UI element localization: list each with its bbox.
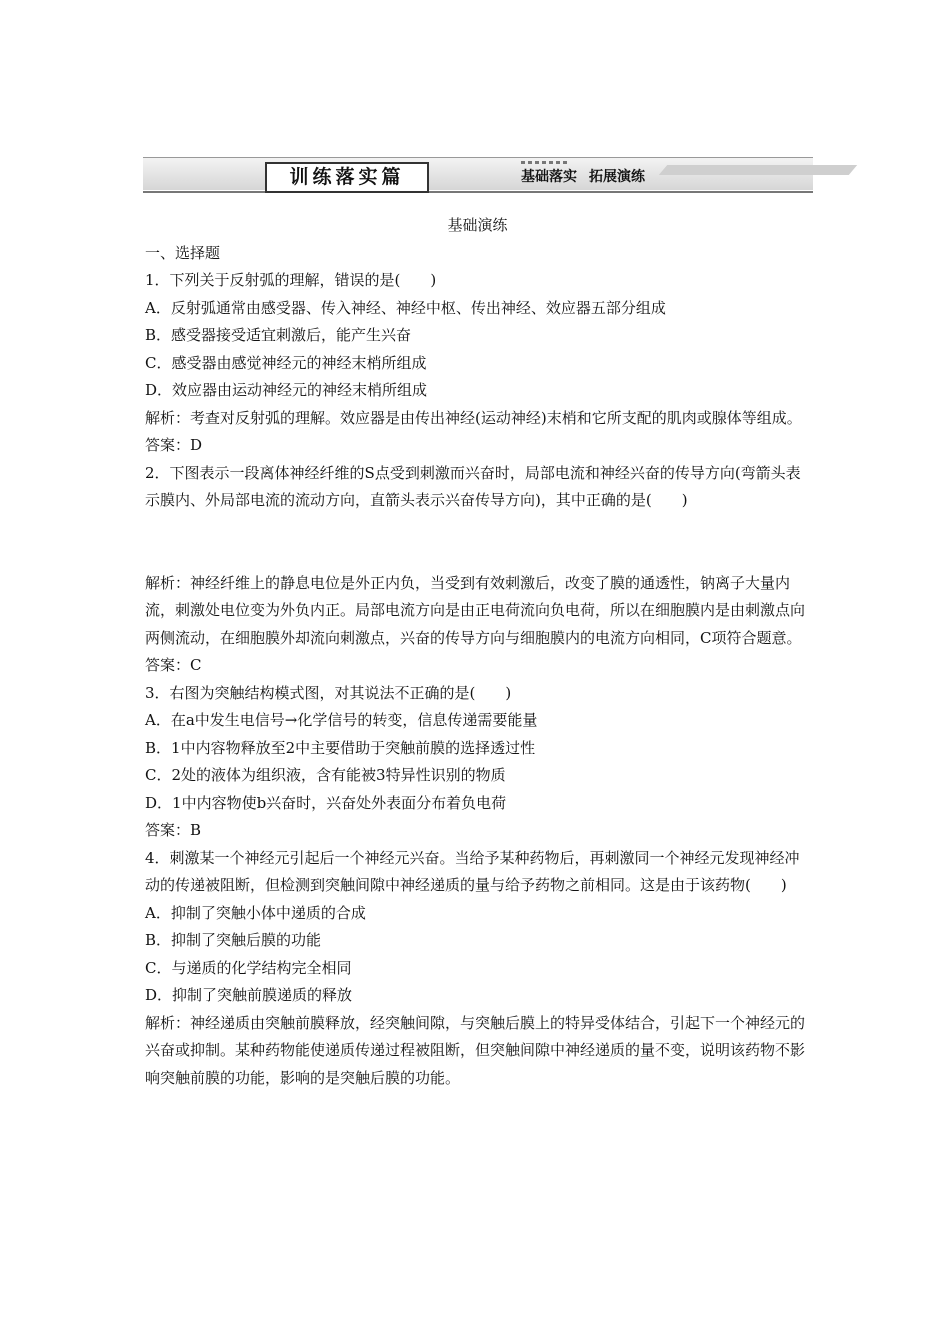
q3-option-c: C．2处的液体为组织液，含有能被3特异性识别的物质 [145, 766, 506, 784]
q4-option-d: D．抑制了突触前膜递质的释放 [145, 986, 353, 1004]
q3-option-b: B．1中内容物释放至2中主要借助于突触前膜的选择透过性 [145, 738, 536, 757]
banner-subtitle [521, 168, 657, 186]
section-banner [143, 157, 813, 197]
banner-underline [143, 191, 813, 193]
banner-stripe [659, 165, 857, 175]
q4-option-b: B．抑制了突触后膜的功能 [145, 931, 322, 949]
q3-stem: 3．右图为突触结构模式图，对其说法不正确的是( ) [145, 683, 512, 702]
banner-dots [521, 161, 567, 164]
q1-analysis: 解析：考查对反射弧的理解。效应器是由传出神经(运动神经)末梢和它所支配的肌肉或腺体等组成。 [145, 408, 802, 427]
q4-analysis: 解析：神经递质由突触前膜释放，经突触间隙，与突触后膜上的特异受体结合，引起下一个神经元的兴奋或抑制。某种药物能使递质传递过程被阻断，但突触间隙中神经递质的量不变，说明该药物不影响突触前膜的功能，影响的是突触后膜的功能。 [145, 1013, 806, 1087]
q1-option-c: C．感受器由感觉神经元的神经末梢所组成 [145, 353, 427, 372]
q4-option-a: A．抑制了突触小体中递质的合成 [145, 903, 366, 922]
q1-option-d: D．效应器由运动神经元的神经末梢所组成 [145, 381, 428, 399]
banner-sub-2: 拓展演练 [589, 169, 645, 185]
q1-answer: 答案：D [145, 436, 203, 454]
q1-option-a: A．反射弧通常由感受器、传入神经、神经中枢、传出神经、效应器五部分组成 [145, 298, 666, 317]
q4-option-c: C．与递质的化学结构完全相同 [145, 958, 352, 977]
q4-stem: 4．刺激某一个神经元引起后一个神经元兴奋。当给予某种药物后，再刺激同一个神经元发现神经冲动的传递被阻断，但检测到突触间隙中神经递质的量与给予药物之前相同。这是由于该药物( ) [145, 848, 800, 894]
q3-option-a: A．在a中发生电信号→化学信号的转变，信息传递需要能量 [145, 711, 538, 729]
q2-figure-space [145, 515, 810, 570]
q2-stem: 2．下图表示一段离体神经纤维的S点受到刺激而兴奋时，局部电流和神经兴奋的传导方向(弯箭头表示膜内、外局部电流的流动方向，直箭头表示兴奋传导方向)，其中正确的是( ) [145, 463, 801, 509]
q3-option-d: D．1中内容物使b兴奋时，兴奋处外表面分布着负电荷 [145, 793, 507, 812]
banner-title: 训练落实篇 [265, 162, 429, 193]
q1-stem: 1．下列关于反射弧的理解，错误的是( ) [145, 271, 437, 289]
document-body [145, 212, 810, 1092]
q1-option-b: B．感受器接受适宜刺激后，能产生兴奋 [145, 326, 412, 344]
q2-analysis: 解析：神经纤维上的静息电位是外正内负，当受到有效刺激后，改变了膜的通透性，钠离子大量内流，刺激处电位变为外负内正。局部电流方向是由正电荷流向负电荷，所以在细胞膜内是由刺激点向两侧流动，在细胞膜外却流向刺激点，兴奋的传导方向与细胞膜内的电流方向相同，C项符合题意。 [145, 573, 806, 647]
part-heading: 一、选择题 [145, 243, 221, 262]
section-title: 基础演练 [447, 216, 508, 234]
q2-answer: 答案：C [145, 656, 202, 674]
q3-answer: 答案：B [145, 821, 202, 839]
banner-sub-1: 基础落实 [521, 169, 577, 185]
